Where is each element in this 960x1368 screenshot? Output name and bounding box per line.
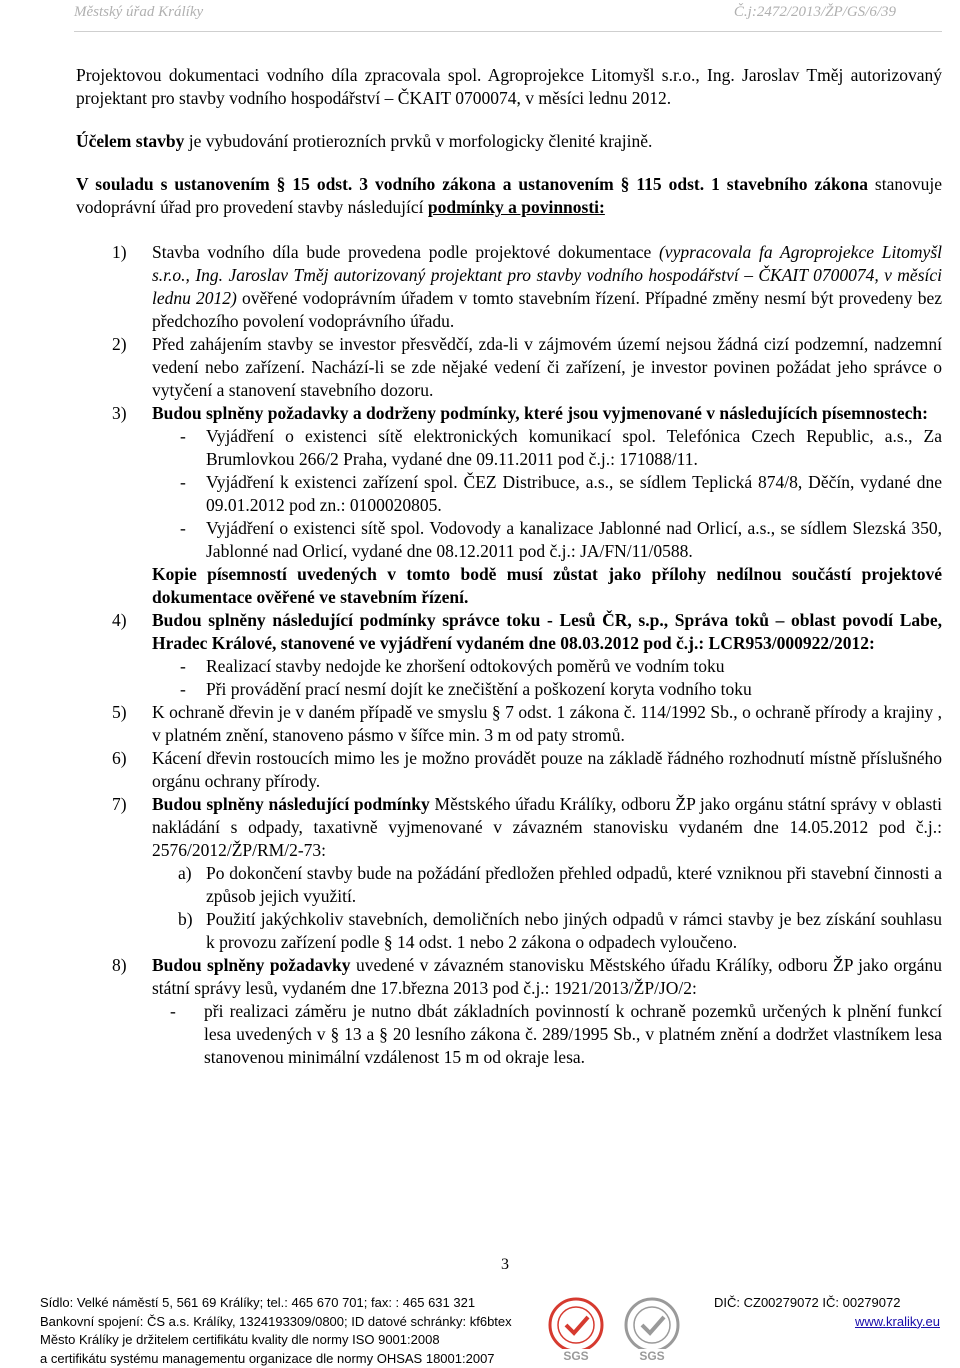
condition-1 bbox=[76, 241, 942, 333]
dash-bullet: - bbox=[170, 1001, 176, 1021]
list-item bbox=[152, 517, 942, 563]
condition-text: Městského úřadu Králíky, odboru ŽP jako orgánu státní správy v oblasti nakládání s odpady, taxativně vyjmenované v závazném stanovisku vydaném dne 14.05.2012 pod č.j.: 2576/2012/ŽP/RM/2-73: bbox=[152, 794, 942, 860]
condition-heading: Budou splněny požadavky bbox=[152, 955, 351, 975]
list-item-text: Při provádění prací nesmí dojít ke znečištění a poškození koryta vodního toku bbox=[206, 679, 752, 699]
dash-bullet: - bbox=[180, 472, 186, 492]
footer-bank: Bankovní spojení: ČS a.s. Králíky, 1324193309/0800; ID datové schránky: kf6btex bbox=[40, 1313, 512, 1329]
footer-iso-note: Město Králíky je držitelem certifikátu kvality dle normy ISO 9001:2008 bbox=[40, 1332, 440, 1347]
sub-item-text: Po dokončení stavby bude na požádání předložen přehled odpadů, které vzniknou při stavební činnosti a způsob jejich využití. bbox=[206, 863, 942, 906]
condition-number: 4) bbox=[112, 610, 127, 630]
header-office: Městský úřad Králíky bbox=[74, 4, 204, 20]
page-number: 3 bbox=[501, 1256, 509, 1273]
dash-bullet: - bbox=[180, 679, 186, 699]
purpose-paragraph bbox=[76, 130, 942, 153]
condition-4 bbox=[76, 609, 942, 701]
list-item bbox=[152, 471, 942, 517]
condition-heading: Budou splněny následující podmínky správce toku - Lesů ČR, s.p., Správa toků – oblast povodí Labe, Hradec Králové, stanovené ve vyjádření vydaném dne 08.03.2012 pod č.j.: LCR953/000922/2012: bbox=[152, 610, 942, 653]
condition-heading: Budou splněny požadavky a dodrženy podmínky, které jsou vyjmenované v následujících písemnostech: bbox=[152, 403, 928, 423]
list-item-text: Vyjádření o existenci sítě spol. Vodovody a kanalizace Jablonné nad Orlicí, a.s., se sídlem Slezská 350, Jablonné nad Orlicí, vydané dne 08.12.2011 pod č.j.: JA/FN/11/0588. bbox=[206, 518, 942, 561]
condition-number: 6) bbox=[112, 748, 127, 768]
condition-text: uvedené v závazném stanovisku Městského úřadu Králíky, odboru ŽP jako orgánu státní správy lesů, vydaném dne 17.března 2013 pod č.j.: 1921/2013/ŽP/JO/2: bbox=[152, 955, 942, 998]
header-divider bbox=[74, 31, 942, 32]
list-item-text: Vyjádření o existenci sítě elektronických komunikací spol. Telefónica Czech Republic, a.s., Za Brumlovkou 266/2 Praha, vydané dne 09.11.2011 pod č.j.: 171088/11. bbox=[206, 426, 942, 469]
sub-item bbox=[152, 862, 942, 908]
dash-bullet: - bbox=[180, 518, 186, 538]
list-item bbox=[152, 425, 942, 471]
condition-number: 1) bbox=[112, 242, 127, 262]
document-body bbox=[76, 64, 942, 1069]
sub-item-label: a) bbox=[178, 863, 192, 883]
list-item bbox=[76, 1000, 942, 1069]
footer-row bbox=[40, 1313, 940, 1332]
header-reference: Č.j:2472/2013/ŽP/GS/6/39 bbox=[733, 4, 896, 20]
footer-ohsas-note: a certifikátu systému managementu organizace dle normy OHSAS 18001:2007 bbox=[40, 1350, 495, 1366]
footer-row bbox=[40, 1350, 940, 1368]
condition-heading: Budou splněny následující podmínky bbox=[152, 794, 430, 814]
legal-basis-paragraph bbox=[76, 173, 942, 219]
condition-8 bbox=[76, 954, 942, 1000]
condition-number: 3) bbox=[112, 403, 127, 423]
condition-text: K ochraně dřevin je v daném případě ve smyslu § 7 odst. 1 zákona č. 114/1992 Sb., o ochraně přírody a krajiny , v platném znění, stanoveno pásmo v šířce min. 3 m od paty stromů. bbox=[152, 702, 942, 745]
list-item-text: Realizací stavby nedojde ke zhoršení odtokových poměrů ve vodním toku bbox=[206, 656, 725, 676]
sub-item-text: Použití jakýchkoliv stavebních, demoličních nebo jiných odpadů v rámci stavby je bez získání souhlasu k provozu zařízení podle § 14 odst. 1 nebo 2 zákona o odpadech vyloučeno. bbox=[206, 909, 942, 952]
condition-number: 7) bbox=[112, 794, 127, 814]
dash-bullet: - bbox=[180, 656, 186, 676]
legal-basis-label: V souladu s ustanovením § 15 odst. 3 vodního zákona a ustanovením § 115 odst. 1 stavebního zákona bbox=[76, 174, 868, 194]
dash-bullet: - bbox=[180, 426, 186, 446]
list-item bbox=[152, 678, 942, 701]
cert-mark: SGS bbox=[639, 1349, 665, 1363]
condition-note: Kopie písemností uvedených v tomto bodě musí zůstat jako přílohy nedílnou součástí projektové dokumentace ověřené ve stavebním řízení. bbox=[152, 564, 942, 607]
condition-text: ověřené vodoprávním úřadem v tomto stavebním řízení. Případné změny nesmí být provedeny bez předchozího povolení vodoprávního úřadu. bbox=[152, 288, 942, 331]
list-item-text: při realizaci záměru je nutno dbát základních povinností k ochraně pozemků určených k plnění funkcí lesa uvedených v § 13 a § 20 lesního zákona č. 289/1995 Sb., v platném znění a dodržet vlastníkem lesa stanovenou minimální vzdálenost 15 m od okraje lesa. bbox=[204, 1001, 942, 1067]
page-header bbox=[74, 4, 896, 24]
footer-row bbox=[40, 1331, 940, 1350]
page-footer bbox=[40, 1294, 940, 1368]
condition-text: Před zahájením stavby se investor přesvědčí, zda-li v zájmovém území nejsou žádná cizí podzemní, nadzemní vedení nebo zařízení. Nachází-li se zde nějaké vedení či zařízení, je investor povinen požádat jeho správce o vytyčení a stanovení stavebního dozoru. bbox=[152, 334, 942, 400]
cert-mark: SGS bbox=[563, 1349, 589, 1363]
condition-2 bbox=[76, 333, 942, 402]
website-link[interactable]: www.kraliky.eu bbox=[854, 1313, 940, 1329]
legal-basis-text: stanovuje vodoprávní úřad pro provedení stavby následující bbox=[76, 174, 942, 217]
condition-6 bbox=[76, 747, 942, 793]
sub-item-label: b) bbox=[178, 909, 193, 929]
condition-5 bbox=[76, 701, 942, 747]
condition-text: Stavba vodního díla bude provedena podle projektové dokumentace bbox=[152, 242, 659, 262]
condition-7 bbox=[76, 793, 942, 954]
footer-tax-ids: DIČ: CZ00279072 IČ: 00279072 bbox=[714, 1295, 901, 1310]
condition-3 bbox=[76, 402, 942, 609]
footer-address: Sídlo: Velké náměstí 5, 561 69 Králíky; tel.: 465 670 701; fax: : 465 631 321 bbox=[40, 1295, 476, 1310]
purpose-label: Účelem stavby bbox=[76, 131, 185, 151]
footer-row bbox=[40, 1294, 940, 1313]
sub-item bbox=[152, 908, 942, 954]
conditions-label: podmínky a povinnosti: bbox=[427, 197, 605, 217]
condition-text-italic: (vypracovala fa Agroprojekce Litomyšl s.r.o., Ing. Jaroslav Tměj autorizovaný projektant pro stavby vodního hospodářství – ČKAIT 0700074, v měsíci lednu 2012) bbox=[152, 242, 942, 308]
intro-paragraph: Projektovou dokumentaci vodního díla zpracovala spol. Agroprojekce Litomyšl s.r.o., Ing. Jaroslav Tměj autorizovaný projektant pro stavby vodního hospodářství – ČKAIT 0700074, v měsíci lednu 2012. bbox=[76, 65, 942, 108]
list-item bbox=[152, 655, 942, 678]
condition-text: Kácení dřevin rostoucích mimo les je možno provádět pouze na základě řádného rozhodnutí místně příslušného orgánu ochrany přírody. bbox=[152, 748, 942, 791]
condition-number: 5) bbox=[112, 702, 127, 722]
list-item-text: Vyjádření k existenci zařízení spol. ČEZ Distribuce, a.s., se sídlem Teplická 874/8, Děčín, vydané dne 09.01.2012 pod zn.: 0100020805. bbox=[206, 472, 942, 515]
condition-number: 8) bbox=[112, 955, 127, 975]
purpose-text: je vybudování protierozních prvků v morfologicky členité krajině. bbox=[184, 131, 653, 151]
condition-number: 2) bbox=[112, 334, 127, 354]
